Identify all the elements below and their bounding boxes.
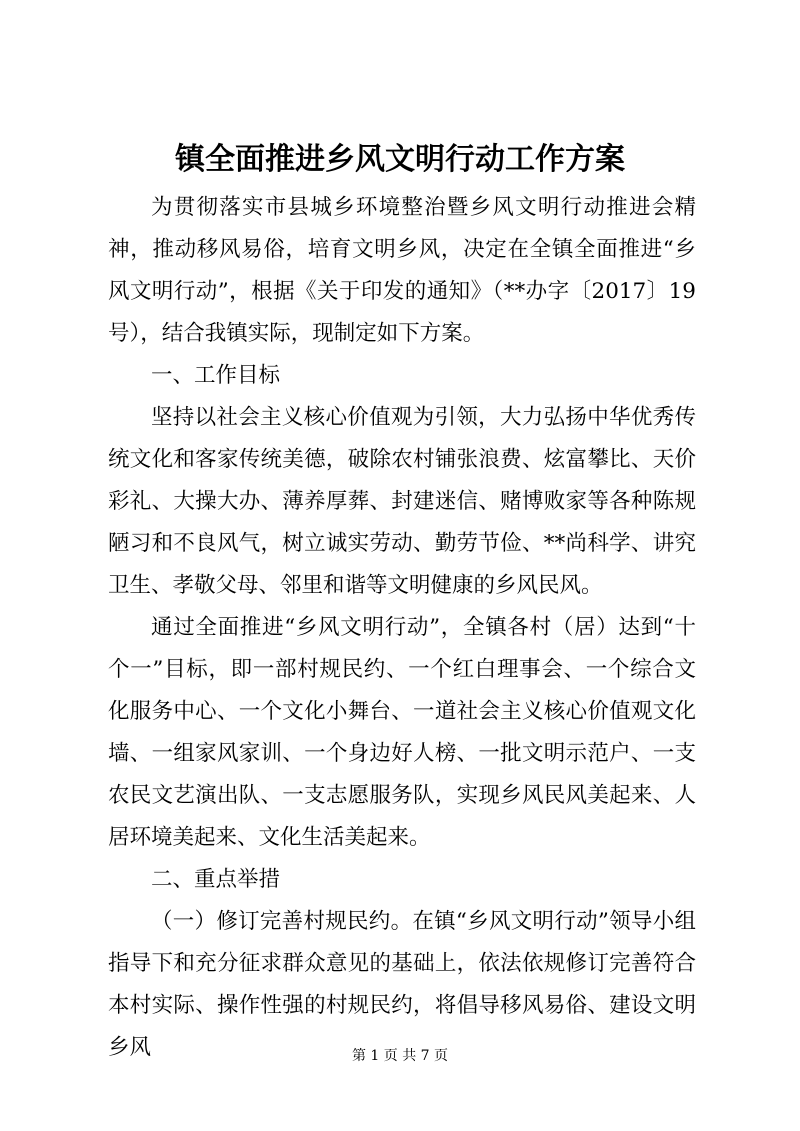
goals-paragraph-1: 坚持以社会主义核心价值观为引领，大力弘扬中华优秀传统文化和客家传统美德，破除农村铺张浪费、炫富攀比、天价彩礼、大操大办、薄养厚葬、封建迷信、赌博败家等各种陈规陋习和不良风气，树立诚实劳动、勤劳节俭、**尚科学、讲究卫生、孝敬父母、邻里和谐等文明健康的乡风民风。 <box>108 405 696 598</box>
document-title: 镇全面推进乡风文明行动工作方案 <box>175 142 625 177</box>
goals-paragraph-2: 通过全面推进“乡风文明行动”，全镇各村（居）达到“十个一”目标，即一部村规民约、一个红白理事会、一个综合文化服务中心、一个文化小舞台、一道社会主义核心价值观文化墙、一组家风家训、一个身边好人榜、一批文明示范户、一支农民文艺演出队、一支志愿服务队，实现乡风民风美起来、人居环境美起来、文化生活美起来。 <box>108 615 696 850</box>
section-heading-measures: 二、重点举措 <box>151 867 281 892</box>
intro-paragraph: 为贯彻落实市县城乡环境整治暨乡风文明行动推进会精神，推动移风易俗，培育文明乡风，决定在全镇全面推进“乡风文明行动”，根据《关于印发的通知》（**办字〔2017〕19号），结合我镇实际，现制定如下方案。 <box>108 195 696 346</box>
page-footer: 第 1 页 共 7 页 <box>351 1048 449 1064</box>
document-body <box>108 187 696 1069</box>
section-heading-goals: 一、工作目标 <box>151 363 281 388</box>
measures-paragraph-1: （一）修订完善村规民约。在镇“乡风文明行动”领导小组指导下和充分征求群众意见的基础上，依法依规修订完善符合本村实际、操作性强的村规民约，将倡导移风易俗、建设文明乡风 <box>108 909 696 1060</box>
